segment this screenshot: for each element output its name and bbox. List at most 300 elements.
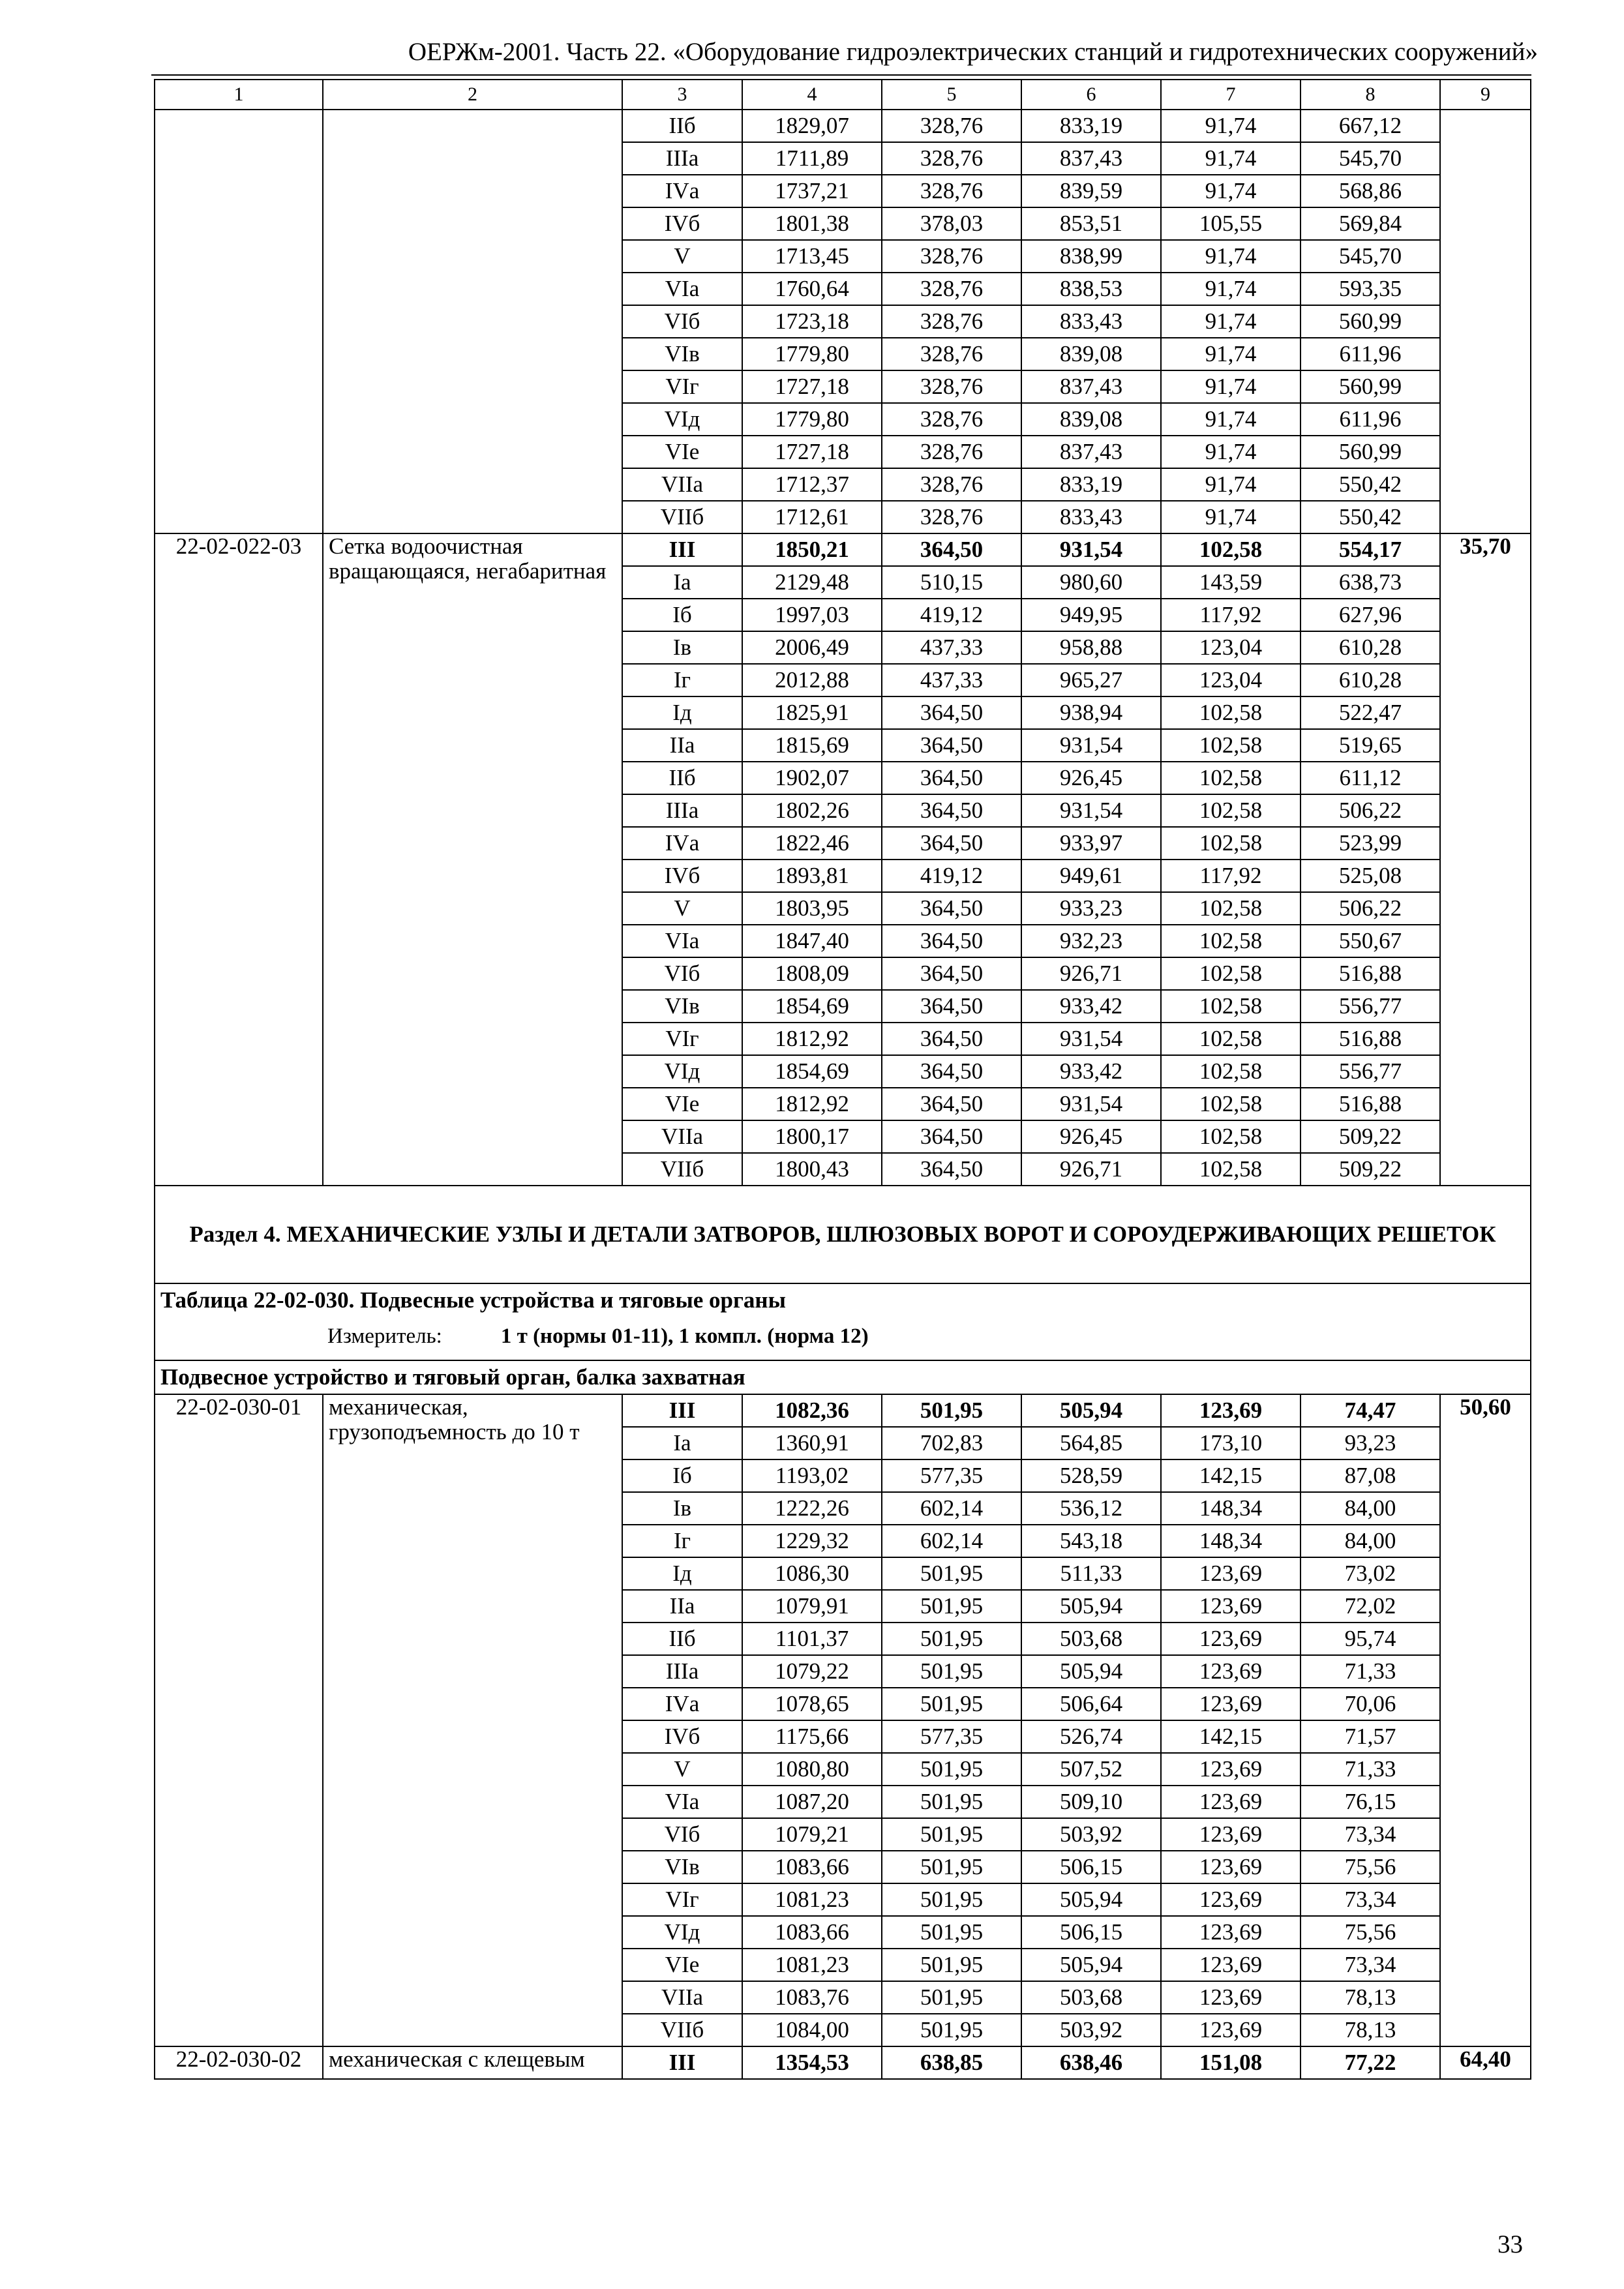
value-cell: 117,92 xyxy=(1161,599,1301,631)
region-cell: VIIа xyxy=(622,468,742,501)
value-cell: 965,27 xyxy=(1021,664,1161,696)
value-cell: 839,08 xyxy=(1021,403,1161,436)
value-cell: 1822,46 xyxy=(742,827,882,860)
value-cell: 102,58 xyxy=(1161,794,1301,827)
region-cell: IIIа xyxy=(622,1655,742,1688)
region-cell: V xyxy=(622,240,742,273)
value-cell: 123,69 xyxy=(1161,1981,1301,2014)
value-cell: 173,10 xyxy=(1161,1427,1301,1459)
value-cell: 501,95 xyxy=(882,2014,1021,2046)
region-cell: Iг xyxy=(622,1525,742,1557)
value-cell: 1825,91 xyxy=(742,696,882,729)
value-cell: 506,15 xyxy=(1021,1851,1161,1883)
region-cell: IVб xyxy=(622,1720,742,1753)
value-cell: 123,69 xyxy=(1161,1949,1301,1981)
value-cell: 501,95 xyxy=(882,1883,1021,1916)
value-cell: 328,76 xyxy=(882,338,1021,370)
value-cell: 501,95 xyxy=(882,1851,1021,1883)
value-cell: 1902,07 xyxy=(742,762,882,794)
value-cell: 501,95 xyxy=(882,1557,1021,1590)
value-cell: 364,50 xyxy=(882,533,1021,566)
measure-label: Измеритель: xyxy=(327,1324,442,1348)
value-cell: 123,69 xyxy=(1161,1688,1301,1720)
column-number: 1 xyxy=(155,80,323,110)
value-cell: 505,94 xyxy=(1021,1949,1161,1981)
value-cell: 526,74 xyxy=(1021,1720,1161,1753)
value-cell: 501,95 xyxy=(882,1394,1021,1427)
value-cell: 501,95 xyxy=(882,1786,1021,1818)
measure-value: 1 т (нормы 01-11), 1 компл. (норма 12) xyxy=(500,1324,869,1348)
value-cell: 1803,95 xyxy=(742,892,882,925)
value-cell: 638,85 xyxy=(882,2046,1021,2079)
value-cell: 91,74 xyxy=(1161,436,1301,468)
value-cell: 364,50 xyxy=(882,827,1021,860)
value-cell: 1779,80 xyxy=(742,338,882,370)
value-cell: 102,58 xyxy=(1161,1055,1301,1088)
value-cell: 123,69 xyxy=(1161,1818,1301,1851)
value-cell: 837,43 xyxy=(1021,142,1161,175)
region-cell: VIд xyxy=(622,1916,742,1949)
value-cell: 506,15 xyxy=(1021,1916,1161,1949)
region-cell: VIIа xyxy=(622,1120,742,1153)
column-number: 3 xyxy=(622,80,742,110)
value-cell: 73,02 xyxy=(1301,1557,1440,1590)
value-cell: 364,50 xyxy=(882,1153,1021,1186)
value-cell: 505,94 xyxy=(1021,1394,1161,1427)
region-cell: V xyxy=(622,892,742,925)
value-cell: 1079,22 xyxy=(742,1655,882,1688)
value-cell: 933,42 xyxy=(1021,990,1161,1023)
value-cell: 516,88 xyxy=(1301,1088,1440,1120)
value-cell: 509,10 xyxy=(1021,1786,1161,1818)
page-header: ОЕРЖм-2001. Часть 22. «Оборудование гидроэлектрических станций и гидротехнических сооружений» xyxy=(408,38,1538,66)
table-title-cell xyxy=(155,1283,1531,1360)
value-cell: 364,50 xyxy=(882,1088,1021,1120)
value-cell: 364,50 xyxy=(882,1120,1021,1153)
region-cell: IIIа xyxy=(622,794,742,827)
value-cell: 501,95 xyxy=(882,1590,1021,1623)
value-cell: 839,08 xyxy=(1021,338,1161,370)
value-cell: 833,19 xyxy=(1021,468,1161,501)
value-cell: 123,69 xyxy=(1161,1786,1301,1818)
value-cell: 833,43 xyxy=(1021,305,1161,338)
value-cell: 554,17 xyxy=(1301,533,1440,566)
table-row xyxy=(155,110,1531,142)
table-row xyxy=(155,533,1531,566)
value-cell: 1083,76 xyxy=(742,1981,882,2014)
region-cell: Iа xyxy=(622,566,742,599)
value-cell: 611,96 xyxy=(1301,338,1440,370)
value-cell: 87,08 xyxy=(1301,1459,1440,1492)
value-cell: 93,23 xyxy=(1301,1427,1440,1459)
table-title: Таблица 22-02-030. Подвесные устройства и тяговые органы xyxy=(160,1287,786,1313)
value-cell: 1082,36 xyxy=(742,1394,882,1427)
value-cell: 506,22 xyxy=(1301,794,1440,827)
column-number: 9 xyxy=(1440,80,1531,110)
value-cell: 569,84 xyxy=(1301,207,1440,240)
region-cell: IIа xyxy=(622,1590,742,1623)
value-cell: 519,65 xyxy=(1301,729,1440,762)
value-cell: 364,50 xyxy=(882,957,1021,990)
region-cell: VIг xyxy=(622,370,742,403)
value-cell: 123,69 xyxy=(1161,1557,1301,1590)
value-cell: 91,74 xyxy=(1161,273,1301,305)
value-cell: 105,55 xyxy=(1161,207,1301,240)
value-cell: 1713,45 xyxy=(742,240,882,273)
region-cell: VIд xyxy=(622,1055,742,1088)
value-cell: 1815,69 xyxy=(742,729,882,762)
measure-line xyxy=(160,1323,1525,1349)
region-cell: VIIб xyxy=(622,2014,742,2046)
value-cell: 1222,26 xyxy=(742,1492,882,1525)
value-cell: 1812,92 xyxy=(742,1023,882,1055)
value-cell: 509,22 xyxy=(1301,1120,1440,1153)
norm-name: механическая, грузоподъемность до 10 т xyxy=(323,1394,622,2046)
value-cell: 1175,66 xyxy=(742,1720,882,1753)
value-cell: 933,42 xyxy=(1021,1055,1161,1088)
value-cell: 76,15 xyxy=(1301,1786,1440,1818)
region-cell: Iб xyxy=(622,599,742,631)
value-cell: 1712,61 xyxy=(742,501,882,533)
value-cell: 611,12 xyxy=(1301,762,1440,794)
value-cell: 91,74 xyxy=(1161,370,1301,403)
region-cell: VIа xyxy=(622,1786,742,1818)
value-cell: 1354,53 xyxy=(742,2046,882,2079)
value-cell: 511,33 xyxy=(1021,1557,1161,1590)
region-cell: III xyxy=(622,533,742,566)
value-cell: 602,14 xyxy=(882,1492,1021,1525)
value-cell: 328,76 xyxy=(882,175,1021,207)
value-cell: 75,56 xyxy=(1301,1916,1440,1949)
value-cell: 1229,32 xyxy=(742,1525,882,1557)
value-cell: 419,12 xyxy=(882,599,1021,631)
norm-code xyxy=(155,110,323,533)
value-cell: 364,50 xyxy=(882,762,1021,794)
value-cell: 95,74 xyxy=(1301,1623,1440,1655)
value-cell: 522,47 xyxy=(1301,696,1440,729)
value-cell: 501,95 xyxy=(882,1753,1021,1786)
value-cell: 2012,88 xyxy=(742,664,882,696)
column-number: 2 xyxy=(323,80,622,110)
value-cell: 560,99 xyxy=(1301,305,1440,338)
value-cell: 77,22 xyxy=(1301,2046,1440,2079)
value-cell: 378,03 xyxy=(882,207,1021,240)
value-cell: 102,58 xyxy=(1161,762,1301,794)
value-cell: 1083,66 xyxy=(742,1916,882,1949)
value-cell: 102,58 xyxy=(1161,729,1301,762)
value-cell: 102,58 xyxy=(1161,696,1301,729)
value-cell: 528,59 xyxy=(1021,1459,1161,1492)
column-number: 4 xyxy=(742,80,882,110)
value-cell: 143,59 xyxy=(1161,566,1301,599)
value-cell: 328,76 xyxy=(882,110,1021,142)
norm-code: 22-02-030-02 xyxy=(155,2046,323,2079)
value-cell: 1779,80 xyxy=(742,403,882,436)
value-cell: 123,69 xyxy=(1161,1590,1301,1623)
value-cell: 151,08 xyxy=(1161,2046,1301,2079)
value-cell: 1737,21 xyxy=(742,175,882,207)
value-cell: 503,92 xyxy=(1021,2014,1161,2046)
column-number: 7 xyxy=(1161,80,1301,110)
region-cell: VIг xyxy=(622,1883,742,1916)
value-cell: 933,97 xyxy=(1021,827,1161,860)
value-cell: 123,69 xyxy=(1161,1916,1301,1949)
region-cell: VIе xyxy=(622,1088,742,1120)
value-cell: 501,95 xyxy=(882,1818,1021,1851)
value-cell: 1727,18 xyxy=(742,436,882,468)
value-cell: 556,77 xyxy=(1301,990,1440,1023)
norms-table-body xyxy=(155,80,1531,2079)
value-cell: 837,43 xyxy=(1021,370,1161,403)
value-cell: 1711,89 xyxy=(742,142,882,175)
value-cell: 1854,69 xyxy=(742,990,882,1023)
region-cell: VIв xyxy=(622,1851,742,1883)
value-cell: 328,76 xyxy=(882,370,1021,403)
value-cell: 328,76 xyxy=(882,436,1021,468)
value-cell: 926,45 xyxy=(1021,1120,1161,1153)
value-cell: 503,68 xyxy=(1021,1623,1161,1655)
value-cell: 1893,81 xyxy=(742,860,882,892)
value-cell: 1801,38 xyxy=(742,207,882,240)
value-cell: 568,86 xyxy=(1301,175,1440,207)
value-cell: 74,47 xyxy=(1301,1394,1440,1427)
value-cell: 1081,23 xyxy=(742,1883,882,1916)
region-cell: Iд xyxy=(622,1557,742,1590)
value-cell: 980,60 xyxy=(1021,566,1161,599)
value-cell: 1360,91 xyxy=(742,1427,882,1459)
region-cell: IVб xyxy=(622,860,742,892)
value-cell: 931,54 xyxy=(1021,533,1161,566)
value-cell: 123,69 xyxy=(1161,1655,1301,1688)
value-cell: 503,92 xyxy=(1021,1818,1161,1851)
value-cell: 560,99 xyxy=(1301,436,1440,468)
value-cell: 833,43 xyxy=(1021,501,1161,533)
value-cell: 949,95 xyxy=(1021,599,1161,631)
table-row xyxy=(155,1394,1531,1427)
value-cell: 71,57 xyxy=(1301,1720,1440,1753)
value-cell: 102,58 xyxy=(1161,1088,1301,1120)
value-cell: 1808,09 xyxy=(742,957,882,990)
value-cell: 123,04 xyxy=(1161,664,1301,696)
value-cell: 123,04 xyxy=(1161,631,1301,664)
value-cell: 938,94 xyxy=(1021,696,1161,729)
table-row xyxy=(155,2046,1531,2079)
value-cell: 364,50 xyxy=(882,1055,1021,1088)
norm-code: 22-02-030-01 xyxy=(155,1394,323,2046)
value-cell: 1997,03 xyxy=(742,599,882,631)
value-cell: 73,34 xyxy=(1301,1883,1440,1916)
region-cell: Iв xyxy=(622,1492,742,1525)
norm-name xyxy=(323,110,622,533)
value-cell: 328,76 xyxy=(882,240,1021,273)
value-cell: 501,95 xyxy=(882,1916,1021,1949)
value-cell: 949,61 xyxy=(1021,860,1161,892)
value-cell: 931,54 xyxy=(1021,1088,1161,1120)
value-cell: 501,95 xyxy=(882,1949,1021,1981)
region-cell: VIв xyxy=(622,990,742,1023)
region-cell: Iд xyxy=(622,696,742,729)
value-cell: 73,34 xyxy=(1301,1818,1440,1851)
norm-name: механическая с клещевым xyxy=(323,2046,622,2079)
value-cell: 610,28 xyxy=(1301,664,1440,696)
value-cell: 1727,18 xyxy=(742,370,882,403)
value-cell: 102,58 xyxy=(1161,957,1301,990)
region-cell: VIг xyxy=(622,1023,742,1055)
value-cell: 123,69 xyxy=(1161,1753,1301,1786)
value-cell: 543,18 xyxy=(1021,1525,1161,1557)
value-cell: 328,76 xyxy=(882,273,1021,305)
value-cell: 516,88 xyxy=(1301,957,1440,990)
value-cell: 71,33 xyxy=(1301,1753,1440,1786)
value-cell: 505,94 xyxy=(1021,1655,1161,1688)
value-cell: 503,68 xyxy=(1021,1981,1161,2014)
value-cell: 364,50 xyxy=(882,925,1021,957)
value-cell: 506,22 xyxy=(1301,892,1440,925)
value-cell: 328,76 xyxy=(882,468,1021,501)
value-cell: 838,99 xyxy=(1021,240,1161,273)
region-cell: VIб xyxy=(622,1818,742,1851)
coefficient-cell xyxy=(1440,110,1531,533)
value-cell: 667,12 xyxy=(1301,110,1440,142)
value-cell: 102,58 xyxy=(1161,892,1301,925)
value-cell: 523,99 xyxy=(1301,827,1440,860)
value-cell: 1080,80 xyxy=(742,1753,882,1786)
region-cell: VIа xyxy=(622,925,742,957)
value-cell: 536,12 xyxy=(1021,1492,1161,1525)
value-cell: 1847,40 xyxy=(742,925,882,957)
value-cell: 123,69 xyxy=(1161,1883,1301,1916)
value-cell: 525,08 xyxy=(1301,860,1440,892)
value-cell: 123,69 xyxy=(1161,1394,1301,1427)
value-cell: 926,71 xyxy=(1021,1153,1161,1186)
region-cell: VIд xyxy=(622,403,742,436)
value-cell: 102,58 xyxy=(1161,533,1301,566)
value-cell: 2006,49 xyxy=(742,631,882,664)
value-cell: 1193,02 xyxy=(742,1459,882,1492)
value-cell: 1087,20 xyxy=(742,1786,882,1818)
value-cell: 550,42 xyxy=(1301,468,1440,501)
value-cell: 102,58 xyxy=(1161,1120,1301,1153)
value-cell: 602,14 xyxy=(882,1525,1021,1557)
value-cell: 507,52 xyxy=(1021,1753,1161,1786)
region-cell: VIб xyxy=(622,957,742,990)
column-number-row xyxy=(155,80,1531,110)
value-cell: 78,13 xyxy=(1301,1981,1440,2014)
value-cell: 91,74 xyxy=(1161,142,1301,175)
value-cell: 577,35 xyxy=(882,1720,1021,1753)
value-cell: 509,22 xyxy=(1301,1153,1440,1186)
value-cell: 437,33 xyxy=(882,631,1021,664)
value-cell: 73,34 xyxy=(1301,1949,1440,1981)
region-cell: IIб xyxy=(622,110,742,142)
value-cell: 91,74 xyxy=(1161,403,1301,436)
value-cell: 72,02 xyxy=(1301,1590,1440,1623)
value-cell: 958,88 xyxy=(1021,631,1161,664)
value-cell: 91,74 xyxy=(1161,240,1301,273)
value-cell: 91,74 xyxy=(1161,110,1301,142)
value-cell: 419,12 xyxy=(882,860,1021,892)
section-row xyxy=(155,1186,1531,1283)
region-cell: Iа xyxy=(622,1427,742,1459)
coefficient-cell: 35,70 xyxy=(1440,533,1531,1186)
value-cell: 926,71 xyxy=(1021,957,1161,990)
region-cell: IVа xyxy=(622,175,742,207)
value-cell: 91,74 xyxy=(1161,305,1301,338)
region-cell: IVа xyxy=(622,1688,742,1720)
value-cell: 610,28 xyxy=(1301,631,1440,664)
value-cell: 91,74 xyxy=(1161,501,1301,533)
value-cell: 1723,18 xyxy=(742,305,882,338)
region-cell: VIа xyxy=(622,273,742,305)
value-cell: 2129,48 xyxy=(742,566,882,599)
value-cell: 516,88 xyxy=(1301,1023,1440,1055)
value-cell: 550,42 xyxy=(1301,501,1440,533)
value-cell: 84,00 xyxy=(1301,1492,1440,1525)
value-cell: 1802,26 xyxy=(742,794,882,827)
value-cell: 593,35 xyxy=(1301,273,1440,305)
value-cell: 123,69 xyxy=(1161,1623,1301,1655)
value-cell: 932,23 xyxy=(1021,925,1161,957)
coefficient-cell: 64,40 xyxy=(1440,2046,1531,2079)
value-cell: 148,34 xyxy=(1161,1525,1301,1557)
value-cell: 501,95 xyxy=(882,1688,1021,1720)
value-cell: 931,54 xyxy=(1021,1023,1161,1055)
value-cell: 437,33 xyxy=(882,664,1021,696)
region-cell: VIв xyxy=(622,338,742,370)
value-cell: 70,06 xyxy=(1301,1688,1440,1720)
value-cell: 1812,92 xyxy=(742,1088,882,1120)
region-cell: V xyxy=(622,1753,742,1786)
value-cell: 364,50 xyxy=(882,794,1021,827)
value-cell: 71,33 xyxy=(1301,1655,1440,1688)
value-cell: 148,34 xyxy=(1161,1492,1301,1525)
value-cell: 931,54 xyxy=(1021,794,1161,827)
value-cell: 1800,17 xyxy=(742,1120,882,1153)
value-cell: 833,19 xyxy=(1021,110,1161,142)
norm-name: Сетка водоочистная вращающаяся, негабаритная xyxy=(323,533,622,1186)
value-cell: 702,83 xyxy=(882,1427,1021,1459)
value-cell: 102,58 xyxy=(1161,1023,1301,1055)
norm-code: 22-02-022-03 xyxy=(155,533,323,1186)
region-cell: Iб xyxy=(622,1459,742,1492)
value-cell: 839,59 xyxy=(1021,175,1161,207)
value-cell: 556,77 xyxy=(1301,1055,1440,1088)
value-cell: 142,15 xyxy=(1161,1459,1301,1492)
value-cell: 505,94 xyxy=(1021,1883,1161,1916)
value-cell: 1829,07 xyxy=(742,110,882,142)
value-cell: 926,45 xyxy=(1021,762,1161,794)
region-cell: IIIа xyxy=(622,142,742,175)
value-cell: 933,23 xyxy=(1021,892,1161,925)
column-number: 5 xyxy=(882,80,1021,110)
region-cell: IVб xyxy=(622,207,742,240)
value-cell: 1101,37 xyxy=(742,1623,882,1655)
table-title-row xyxy=(155,1283,1531,1360)
value-cell: 1760,64 xyxy=(742,273,882,305)
value-cell: 1854,69 xyxy=(742,1055,882,1088)
region-cell: III xyxy=(622,1394,742,1427)
value-cell: 611,96 xyxy=(1301,403,1440,436)
value-cell: 545,70 xyxy=(1301,240,1440,273)
value-cell: 501,95 xyxy=(882,1623,1021,1655)
value-cell: 102,58 xyxy=(1161,1153,1301,1186)
value-cell: 84,00 xyxy=(1301,1525,1440,1557)
column-number: 6 xyxy=(1021,80,1161,110)
value-cell: 1078,65 xyxy=(742,1688,882,1720)
subheading: Подвесное устройство и тяговый орган, балка захватная xyxy=(155,1360,1531,1394)
value-cell: 328,76 xyxy=(882,403,1021,436)
value-cell: 102,58 xyxy=(1161,990,1301,1023)
